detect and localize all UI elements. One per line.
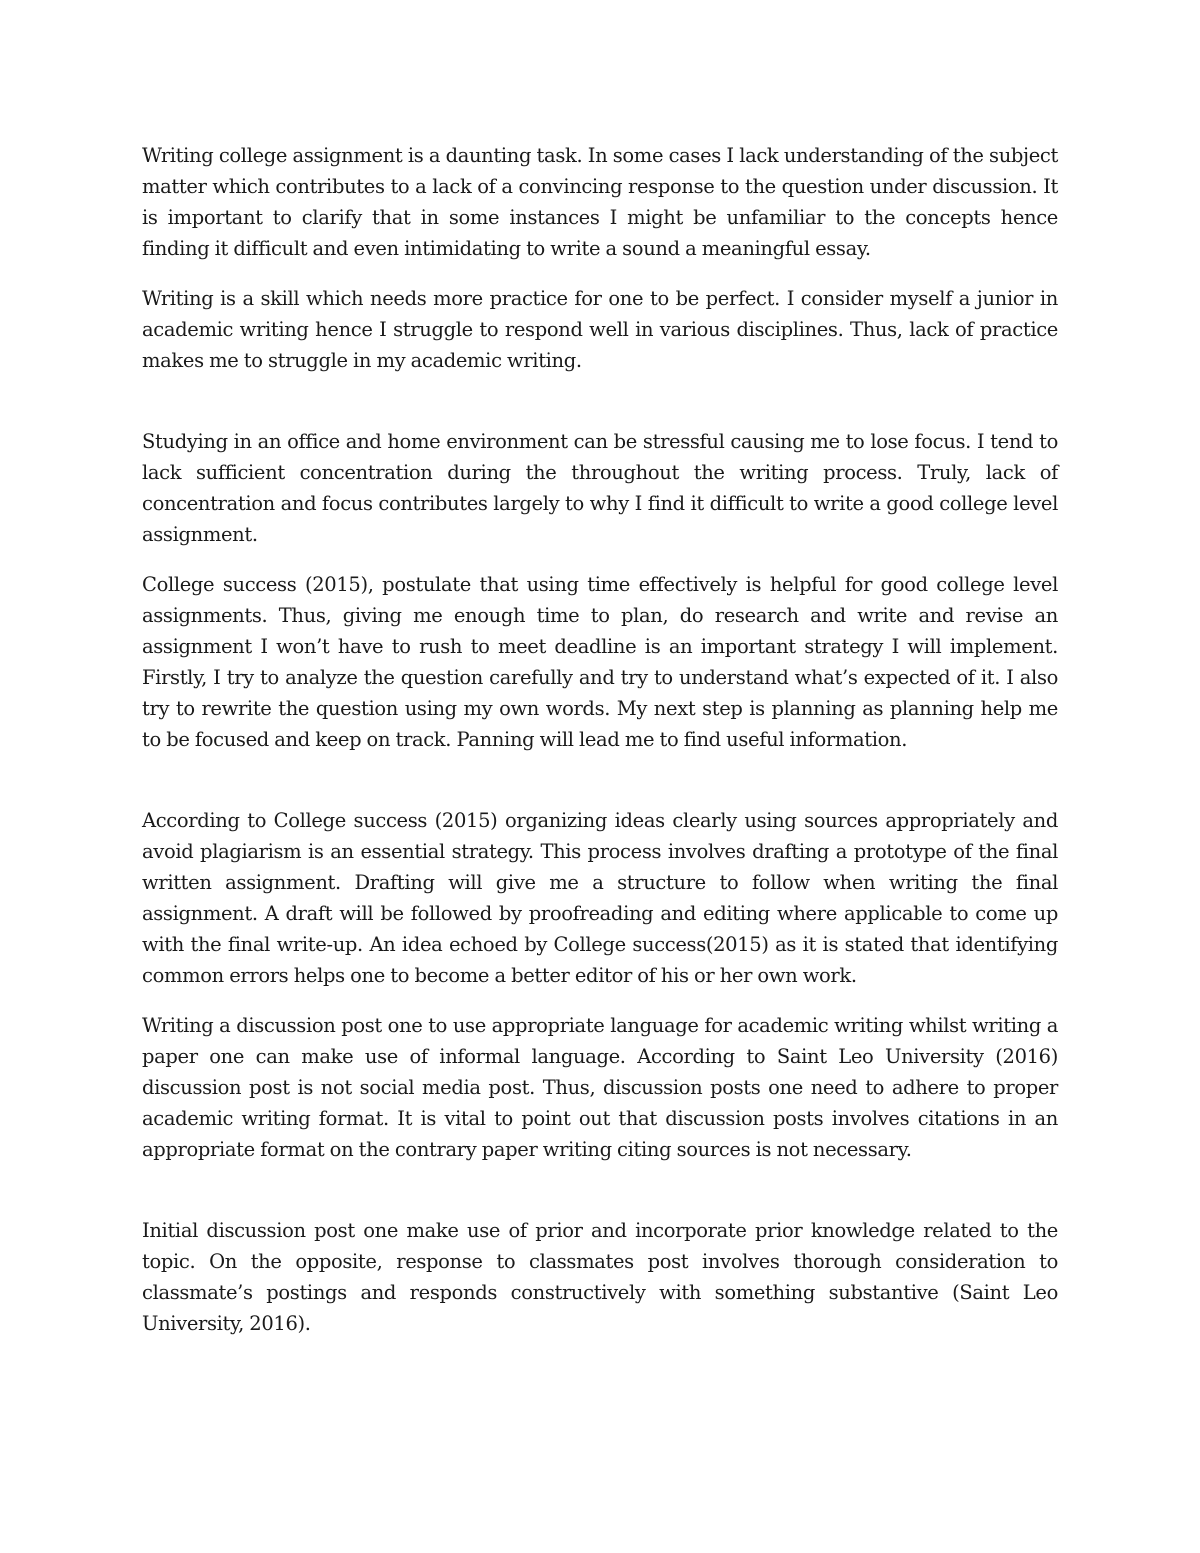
- paragraph-4: College success (2015), postulate that using time effectively is helpful for good college level assignments. Thus, giving me enough time to plan, do research and write and revise an assignment I won’t have to rush to meet deadline is an important strategy I will implement. Firstly, I try to analyze the question carefully and try to understand what’s expected of it. I also try to rewrite the question using my own words. My next step is planning as planning help me to be focused and keep on track. Panning will lead me to find useful information.: [142, 573, 1058, 751]
- paragraph-5: According to College success (2015) organizing ideas clearly using sources appropriately and avoid plagiarism is an essential strategy. This process involves drafting a prototype of the final written assignment. Drafting will give me a structure to follow when writing the final assignment. A draft will be followed by proofreading and editing where applicable to come up with the final write-up. An idea echoed by College success(2015) as it is stated that identifying common errors helps one to become a better editor of his or her own work.: [142, 809, 1058, 987]
- paragraph-7: Initial discussion post one make use of prior and incorporate prior knowledge related to the topic. On the opposite, response to classmates post involves thorough consideration to classmate’s postings and responds constructively with something substantive (Saint Leo University, 2016).: [142, 1219, 1058, 1335]
- paragraph-1: Writing college assignment is a daunting task. In some cases I lack understanding of the subject matter which contributes to a lack of a convincing response to the question under discussion. It is important to clarify that in some instances I might be unfamiliar to the concepts hence finding it difficult and even intimidating to write a sound a meaningful essay.: [142, 144, 1058, 260]
- document-body: [142, 140, 1058, 1358]
- paragraph-6: Writing a discussion post one to use appropriate language for academic writing whilst writing a paper one can make use of informal language. According to Saint Leo University (2016) discussion post is not social media post. Thus, discussion posts one need to adhere to proper academic writing format. It is vital to point out that discussion posts involves citations in an appropriate format on the contrary paper writing citing sources is not necessary.: [142, 1014, 1058, 1161]
- paragraph-3: Studying in an office and home environment can be stressful causing me to lose focus. I tend to lack sufficient concentration during the throughout the writing process. Truly, lack of concentration and focus contributes largely to why I find it difficult to write a good college level assignment.: [142, 430, 1058, 546]
- paragraph-2: Writing is a skill which needs more practice for one to be perfect. I consider myself a junior in academic writing hence I struggle to respond well in various disciplines. Thus, lack of practice makes me to struggle in my academic writing.: [142, 287, 1058, 372]
